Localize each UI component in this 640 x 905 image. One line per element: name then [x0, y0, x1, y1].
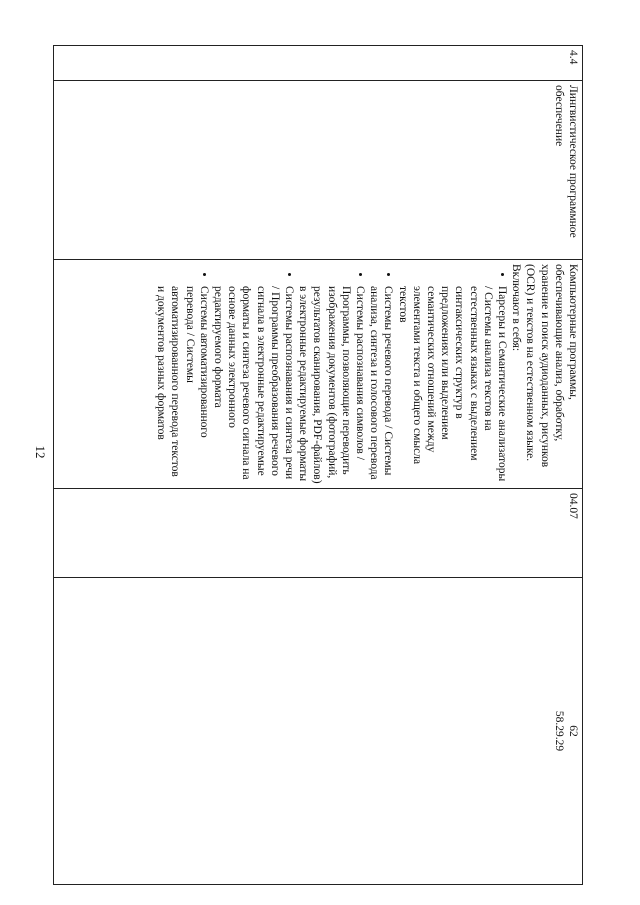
- code-cell: 04.07: [54, 489, 583, 578]
- page-number: 12: [33, 445, 48, 459]
- list-item: • Системы автоматизированного перевода / Системы автоматизированного перевода текстов и документов разных форматов: [154, 286, 211, 484]
- rotated-table-wrap: [53, 45, 583, 885]
- list-item: • Системы распознавания и синтеза речи / Программы преобразования речевого сигнала в электронные редактируемые форматы и синтеза речевого сигнала на основе данных электронного редактируемого формата: [211, 286, 296, 484]
- classifier-table: [53, 45, 583, 885]
- description-cell: [54, 260, 583, 489]
- list-item: • Парсеры и Семантические анализаторы / Системы анализа текстов на естественных языках с выделением синтаксических структур в предложениях или выделением семантических отношений между элементами текста и общего смысла текстов: [395, 286, 509, 484]
- description-intro: Компьютерные программы, обеспечивающие анализ, обработку, хранение и поиск аудиоданных, рисунков (OCR) и текстов на естественном языке. Включают в себя:: [510, 264, 579, 468]
- classifier-1: 62: [567, 725, 579, 737]
- classifier-cell: [54, 578, 583, 885]
- description-list: [154, 264, 509, 484]
- row-number: 4.4: [54, 46, 583, 81]
- list-item: • Системы распознавания символов / Программы, позволяющие переводить изображения документов (фотографий, результатов сканирования, PDF-файлов) в электронные редактируемые форматы: [296, 286, 367, 484]
- classifier-2: 58.29.29: [552, 710, 565, 752]
- list-item: • Системы речевого перевода / Системы анализа, синтеза и голосового перевода: [367, 286, 395, 484]
- table-row: [54, 46, 583, 885]
- category-cell: Лингвистическое программное обеспечение: [54, 81, 583, 260]
